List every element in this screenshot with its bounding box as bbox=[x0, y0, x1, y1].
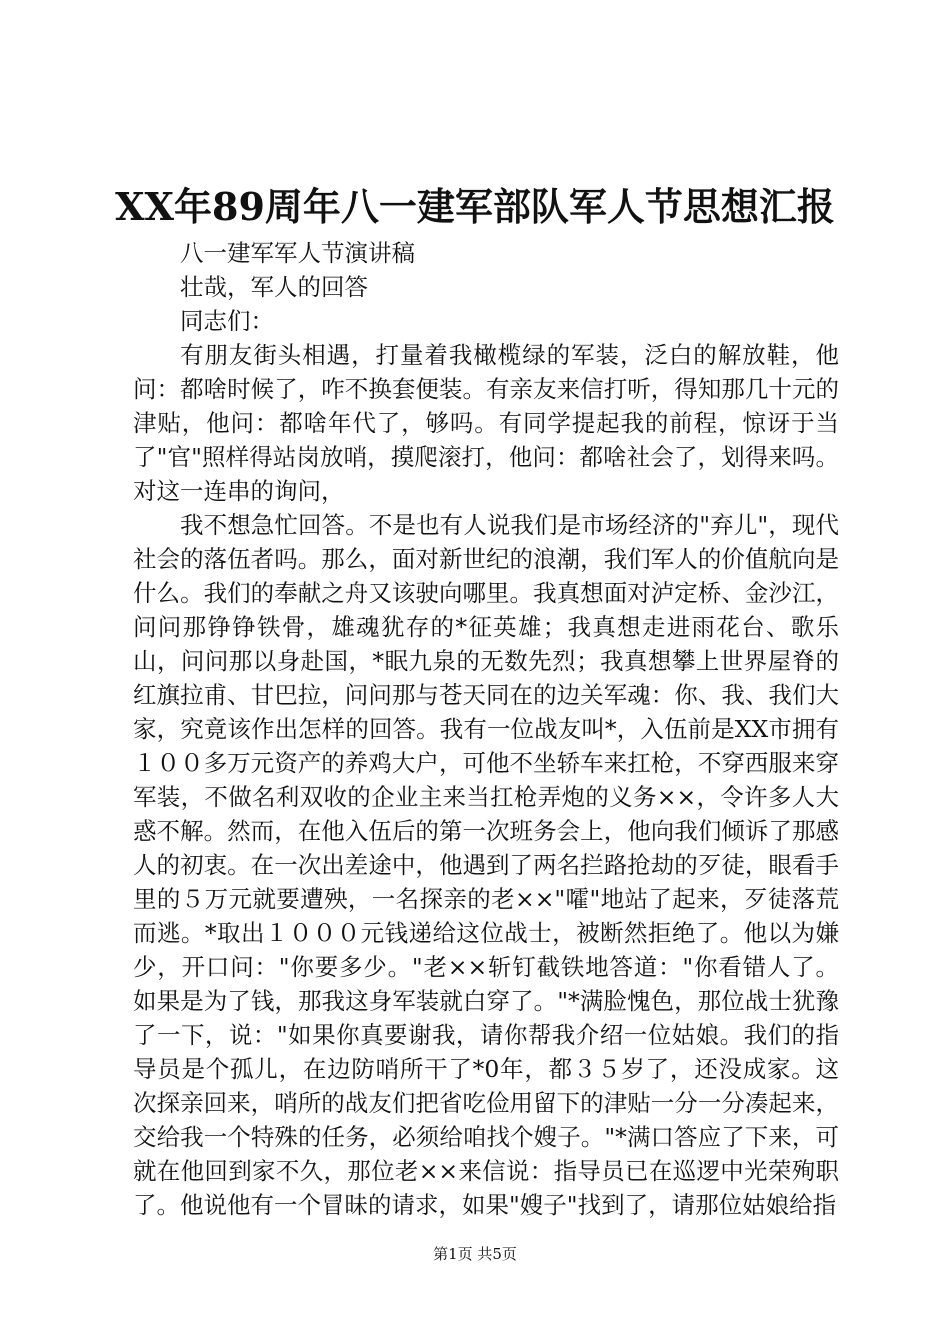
paragraph-subtitle: 壮哉，军人的回答 bbox=[180, 273, 368, 301]
page-footer: 第1页 共5页 bbox=[433, 1245, 517, 1263]
paragraph-body-1: 有朋友街头相遇，打量着我橄榄绿的军装，泛白的解放鞋，他问：都啥时候了，咋不换套便装。有亲友来信打听，得知那几十元的津贴，他问：都啥年代了，够吗。有同学提起我的前程，惊讶于当了"官"照样得站岗放哨，摸爬滚打，他问：都啥社会了，划得来吗。对这一连串的询问， bbox=[133, 341, 839, 505]
paragraph-speech-title: 八一建军军人节演讲稿 bbox=[180, 239, 415, 267]
paragraph-salutation: 同志们： bbox=[180, 307, 274, 335]
document-title: XX年89周年八一建军部队军人节思想汇报 bbox=[115, 184, 835, 229]
document-body bbox=[133, 236, 839, 1222]
paragraph-body-2: 我不想急忙回答。不是也有人说我们是市场经济的"弃儿"，现代社会的落伍者吗。那么，面对新世纪的浪潮，我们军人的价值航向是什么。我们的奉献之舟又该驶向哪里。我真想面对泸定桥、金沙江，问问那铮铮铁骨，雄魂犹存的*征英雄；我真想走进雨花台、歌乐山，问问那以身赴国，*眠九泉的无数先烈；我真想攀上世界屋脊的红旗拉甫、甘巴拉，问问那与苍天同在的边关军魂：你、我、我们大家，究竟该作出怎样的回答。我有一位战友叫*，入伍前是XX市拥有１００多万元资产的养鸡大户，可他不坐轿车来扛枪，不穿西服来穿军装，不做名利双收的企业主来当扛枪弄炮的义务××，令许多人大惑不解。然而，在他入伍后的第一次班务会上，他向我们倾诉了那感人的初衷。在一次出差途中，他遇到了两名拦路抢劫的歹徒，眼看手里的５万元就要遭殃，一名探亲的老××"嚯"地站了起来，歹徒落荒而逃。*取出１０００元钱递给这位战士，被断然拒绝了。他以为嫌少，开口问："你要多少。"老××斩钉截铁地答道："你看错人了。如果是为了钱，那我这身军装就白穿了。"*满脸愧色，那位战士犹豫了一下，说："如果你真要谢我，请你帮我介绍一位姑娘。我们的指导员是个孤儿，在边防哨所干了*0年，都３５岁了，还没成家。这次探亲回来，哨所的战友们把省吃俭用留下的津贴一分一分凑起来，交给我一个特殊的任务，必须给咱找个嫂子。"*满口答应了下来，可就在他回到家不久，那位老××来信说：指导员已在巡逻中光荣殉职了。他说他有一个冒昧的请求，如果"嫂子"找到了，请那位姑娘给指 bbox=[133, 511, 839, 1219]
